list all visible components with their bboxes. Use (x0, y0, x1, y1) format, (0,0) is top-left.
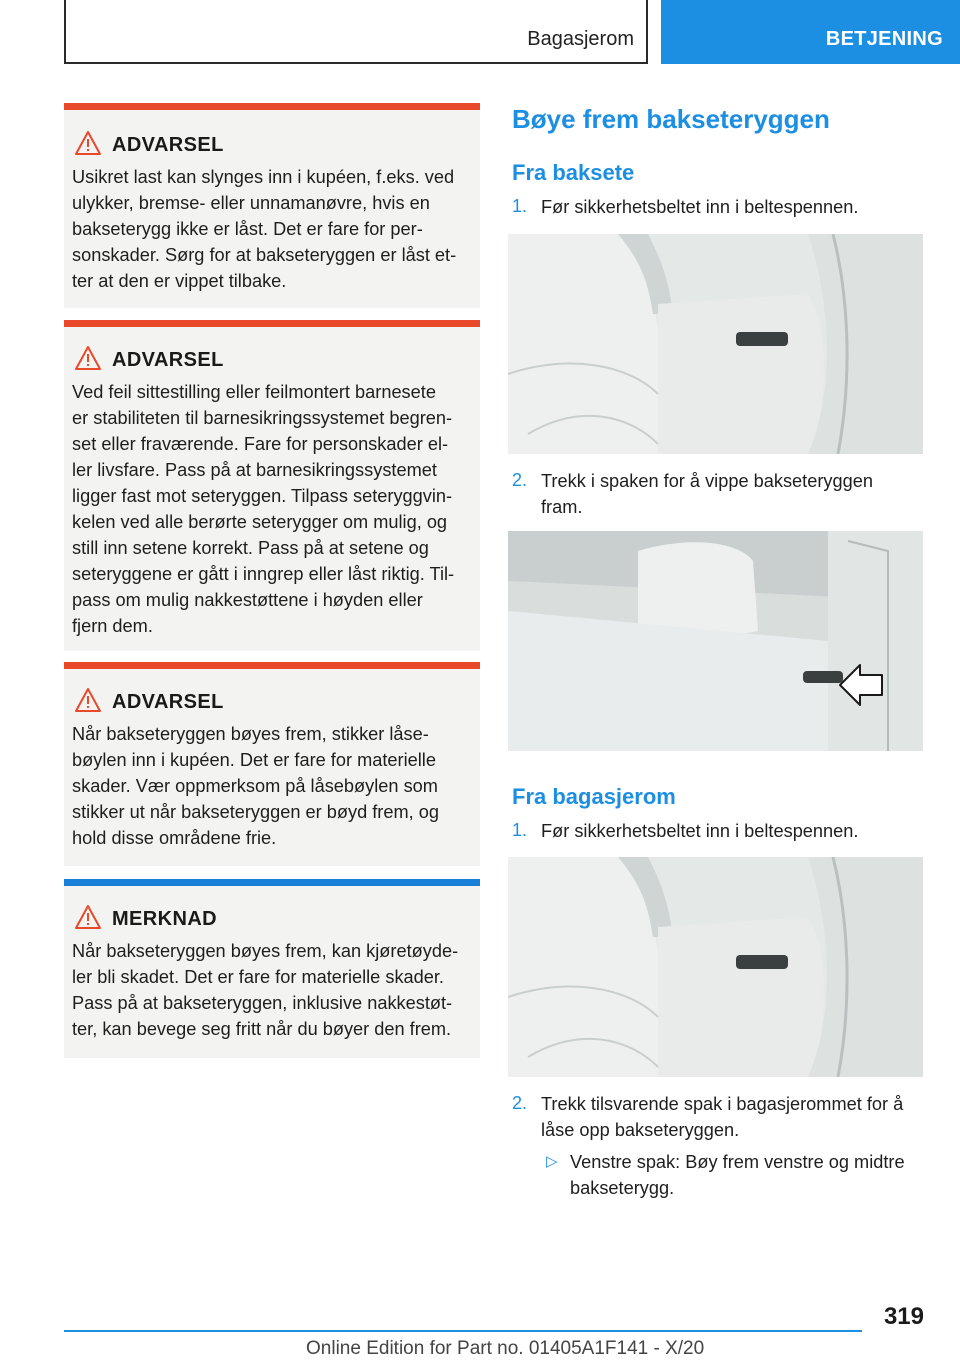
warning-triangle-icon (74, 130, 102, 156)
step-text: Trekk tilsvarende spak i bagasjerommet for å (541, 1094, 904, 1114)
header-chapter-label: BETJENING (825, 28, 943, 50)
headrest-lever-photo (508, 531, 923, 751)
page-title: Bøye frem bakseteryggen (512, 104, 830, 134)
warning-title: ADVARSEL (112, 349, 224, 371)
step-text: fram. (541, 497, 583, 517)
footer-rule (64, 1330, 862, 1332)
warning-box (64, 103, 480, 308)
notice-text: Når bakseteryggen bøyes frem, kan kjøretøyde- ler bli skadet. Det er fare for materielle skader. Pass på at bakseteryggen, inklusive nakkestøt- ter, kan bevege seg fritt når du bøyer den frem. (72, 941, 459, 1039)
warning-bar (64, 320, 480, 327)
bullet-text: Venstre spak: Bøy frem venstre og midtre (570, 1152, 905, 1172)
page-number: 319 (883, 1303, 924, 1330)
warning-triangle-icon (74, 904, 102, 930)
warning-bar (64, 103, 480, 110)
step-number: 1. (512, 196, 528, 216)
warning-triangle-icon (74, 687, 102, 713)
bullet-text: bakseterygg. (570, 1178, 675, 1198)
warning-triangle-icon (74, 345, 102, 371)
notice-title: MERKNAD (112, 908, 218, 930)
warning-title: ADVARSEL (112, 691, 224, 713)
warning-title: ADVARSEL (112, 134, 224, 156)
rear-seat-photo (508, 857, 923, 1077)
bullet-triangle-icon: ▷ (546, 1153, 558, 1170)
step-number: 2. (512, 1093, 528, 1113)
warning-text: Når bakseteryggen bøyes frem, stikker låse- bøylen inn i kupéen. Det er fare for materielle skader. Vær oppmerksom på låsebøylen som stikker ut når bakseteryggen er bøyd frem, og hold disse områdene frie. (72, 724, 439, 848)
warning-text: Usikret last kan slynges inn i kupéen, f.eks. ved ulykker, bremse- eller unnamanøvre, hvis en bakseterygg ikke er låst. Det er fare for per- sonskader. Sørg for at bakseteryggen er låst et- ter at den er vippet tilbake. (72, 167, 457, 291)
rear-seat-photo (508, 234, 923, 454)
warning-box (64, 662, 480, 866)
notice-box (64, 879, 480, 1058)
step-text: Før sikkerhetsbeltet inn i beltespennen. (541, 197, 859, 217)
notice-bar (64, 879, 480, 886)
warning-text: Ved feil sittestilling eller feilmontert barnesete er stabiliteten til barnesikringssystemet begren- set eller fraværende. Fare for personskader el- ler livsfare. Pass på at barnesikringssystemet ligger fast mot seteryggen. Tilpass seteryggvin- kelen ved alle berørte seterygger om mulig, og still inn setene korrekt. Pass på at setene og seteryggene er gått i inngrep eller låst riktig. Til- pass om mulig nakkestøttene i høyden eller fjern dem. (72, 382, 455, 636)
section-heading: Fra baksete (512, 160, 635, 185)
step-text: Før sikkerhetsbeltet inn i beltespennen. (541, 821, 859, 841)
step-number: 2. (512, 470, 528, 490)
footer-edition: Online Edition for Part no. 01405A1F141 - X/20 (306, 1338, 705, 1359)
warning-bar (64, 662, 480, 669)
header-section-title: Bagasjerom (527, 28, 634, 50)
section-heading: Fra bagasjerom (512, 784, 676, 809)
step-text: Trekk i spaken for å vippe bakseteryggen (541, 471, 873, 491)
warning-box (64, 320, 480, 651)
step-number: 1. (512, 820, 528, 840)
step-text: låse opp bakseteryggen. (541, 1120, 740, 1140)
